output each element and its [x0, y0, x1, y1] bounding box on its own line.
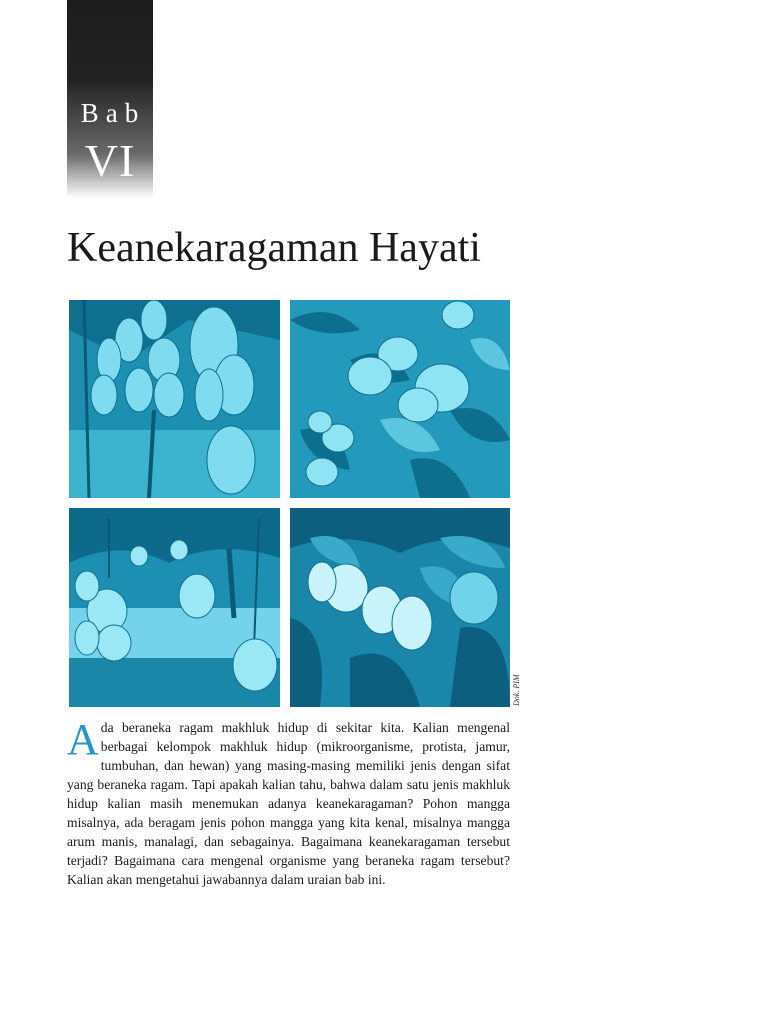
drop-cap: A [67, 715, 99, 764]
chapter-label: Bab [80, 98, 146, 128]
mango-image-3 [69, 508, 280, 707]
chapter-tab [67, 0, 153, 198]
mango-photo-1 [69, 300, 280, 498]
mango-image-1 [69, 300, 280, 498]
page-title: Keanekaragaman Hayati [67, 225, 481, 271]
mango-image-4 [290, 508, 510, 707]
mango-photo-4 [290, 508, 510, 707]
mango-image-2 [290, 300, 510, 498]
photo-credit: Dok. PIM [512, 674, 521, 706]
chapter-number: VI [84, 135, 136, 186]
mango-photo-3 [69, 508, 280, 707]
intro-text: da beraneka ragam makhluk hidup di sekitar kita. Kalian mengenal berbagai kelompok makhluk hidup (mikroorganisme, protista, jamur, tumbuhan, dan hewan) yang masing-masing memiliki jenis dengan sifat yang beraneka ragam. Tapi apakah kalian tahu, bahwa dalam satu jenis makhluk hidup kalian masih menemukan adanya keanekaragaman? Pohon mangga misalnya, ada beragam jenis pohon mangga yang kita kenal, misalnya mangga arum manis, manalagi, dan sebagainya. Bagaimana keanekaragaman tersebut terjadi? Bagaimana cara mengenal organisme yang beraneka ragam tersebut? Kalian akan mengetahui jawabannya dalam uraian bab ini. [67, 720, 510, 887]
intro-paragraph [67, 715, 510, 889]
mango-photo-2 [290, 300, 510, 498]
